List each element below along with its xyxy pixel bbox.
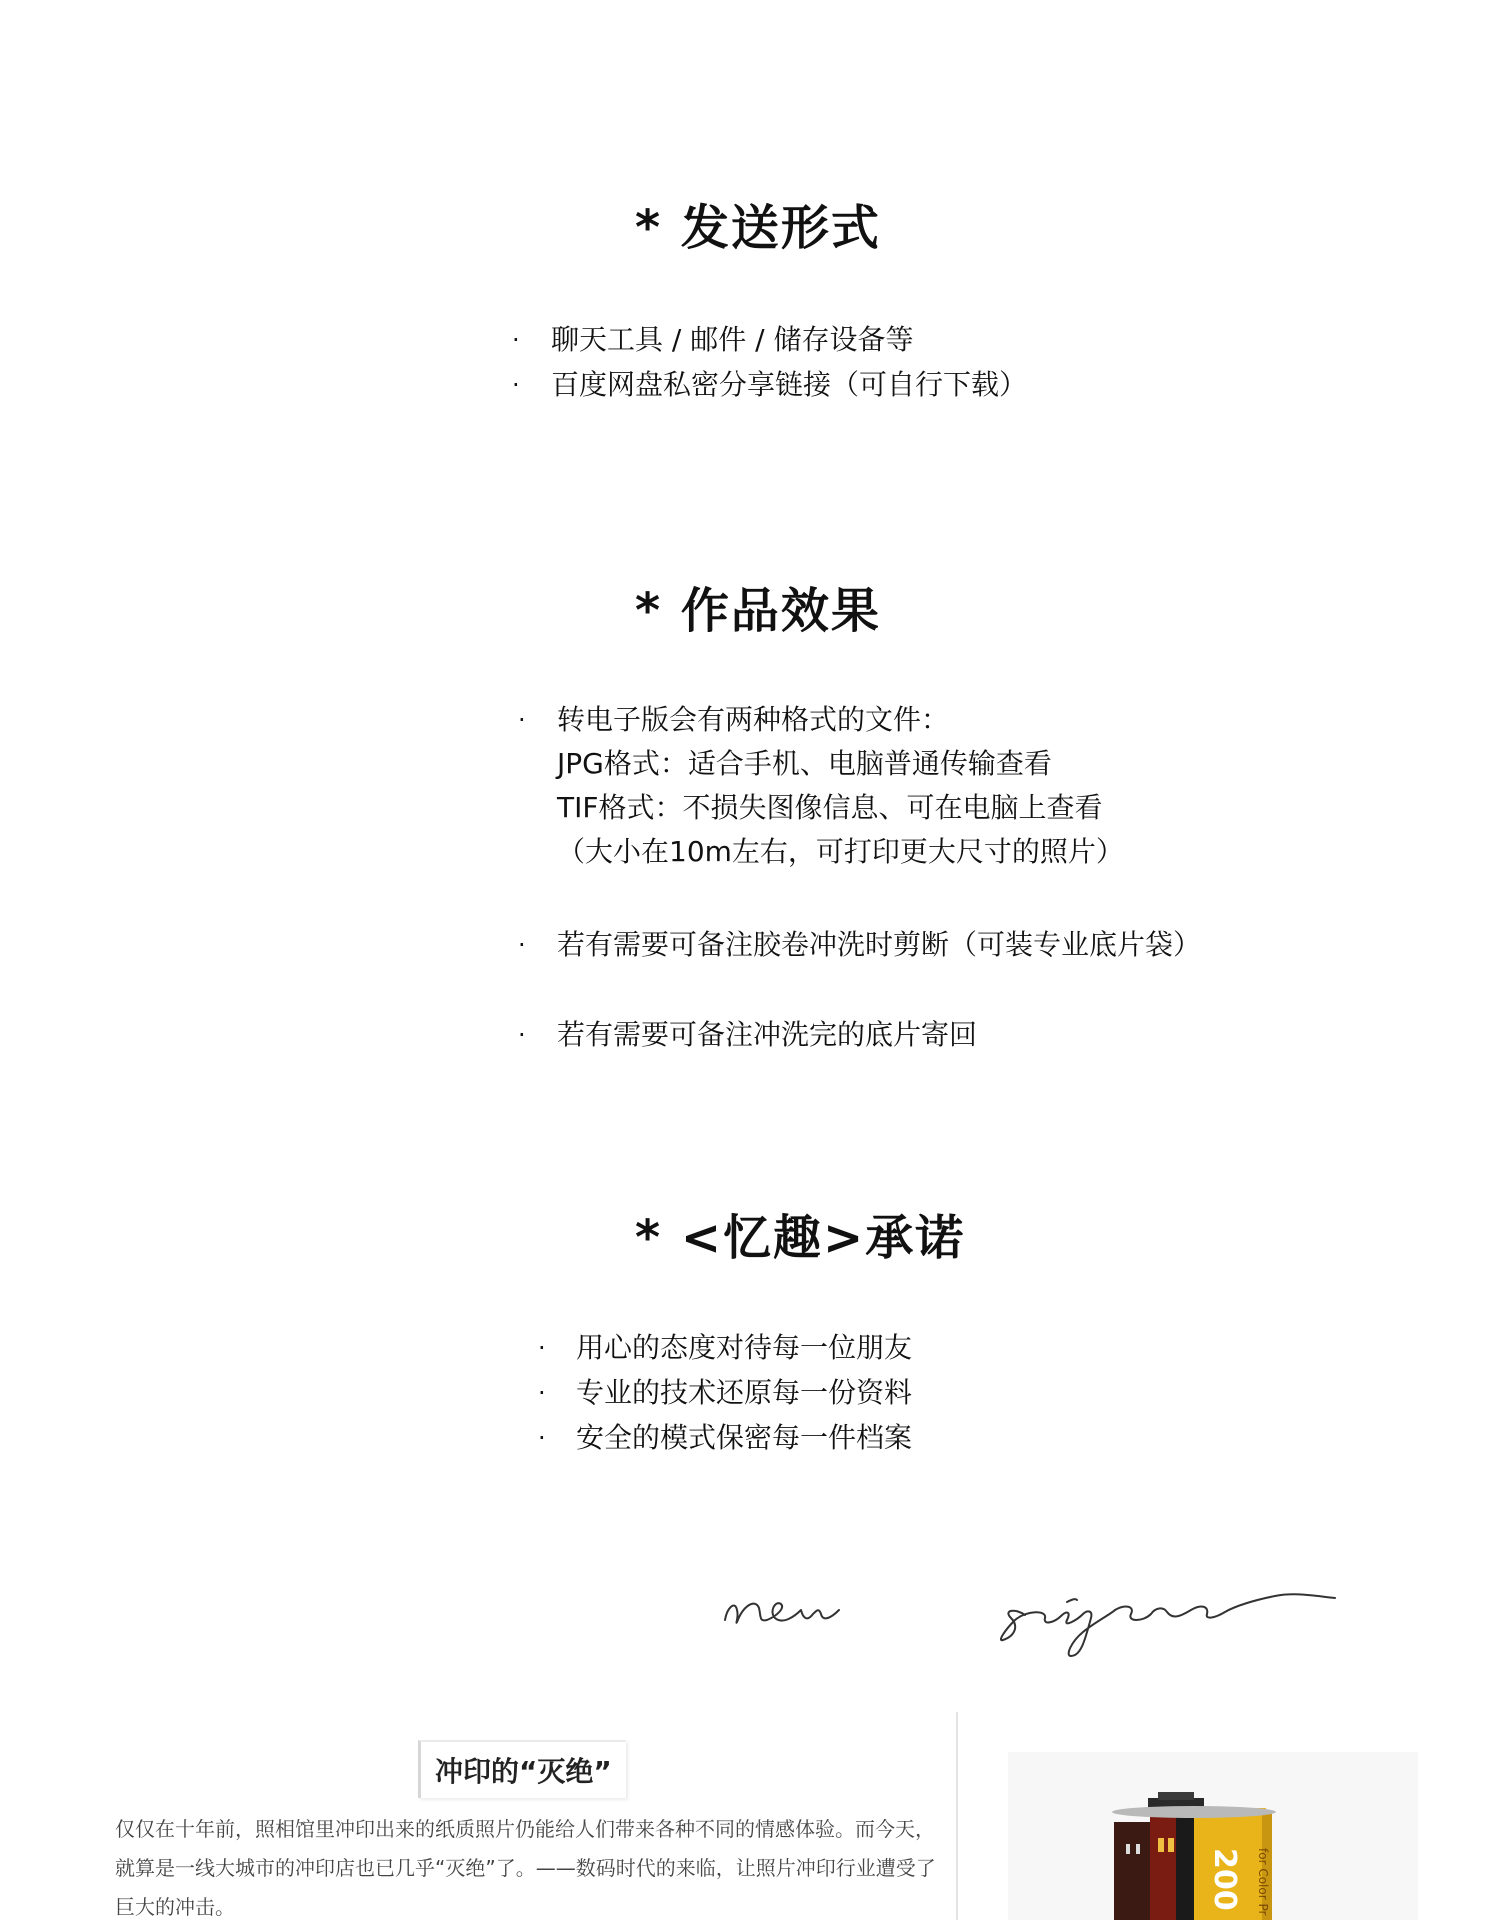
format-tif: TIF格式：不损失图像信息、可在电脑上查看 [557, 791, 1103, 824]
effect-item-return: 若有需要可备注冲洗完的底片寄回 [557, 1018, 978, 1051]
film-roll-image [1008, 1752, 1418, 1920]
film-roll-side-text: for Color Pr [1256, 1848, 1270, 1916]
format-intro: 转电子版会有两种格式的文件： [557, 703, 950, 736]
signature-new-season [715, 1570, 1395, 1660]
promise-item-1: 用心的态度对待每一位朋友 [576, 1331, 913, 1364]
section-heading-send: * 发送形式 [635, 200, 881, 256]
effect-item-cut: 若有需要可备注胶卷冲洗时剪断（可装专业底片袋） [557, 928, 1202, 961]
bullet: · [518, 1021, 526, 1049]
effect-item-formats [557, 698, 1124, 874]
promise-item-2: 专业的技术还原每一份资料 [576, 1376, 913, 1409]
film-roll-number: 200 [1207, 1848, 1242, 1911]
bullet: · [518, 706, 526, 734]
section-heading-effect: * 作品效果 [635, 583, 881, 639]
divider-vertical [956, 1712, 958, 1920]
article-body: 仅仅在十年前，照相馆里冲印出来的纸质照片仍能给人们带来各种不同的情感体验。而今天，就算是一线大城市的冲印店也已几乎“灭绝”了。——数码时代的来临，让照片冲印行业遭受了巨大的冲击。 [115, 1817, 936, 1919]
article-title: 冲印的“灭绝” [418, 1740, 626, 1798]
promise-item-3: 安全的模式保密每一件档案 [576, 1421, 913, 1454]
section-heading-promise: * <忆趣>承诺 [635, 1210, 966, 1266]
format-size-note: （大小在10m左右，可打印更大尺寸的照片） [557, 835, 1124, 868]
bullet: · [518, 931, 526, 959]
bullet: · [538, 1379, 546, 1407]
format-jpg: JPG格式：适合手机、电脑普通传输查看 [557, 747, 1052, 780]
send-item-1: 聊天工具 / 邮件 / 储存设备等 [551, 323, 914, 356]
bullet: · [512, 326, 520, 354]
bullet: · [538, 1334, 546, 1362]
send-item-2: 百度网盘私密分享链接（可自行下载） [551, 368, 1028, 401]
bullet: · [512, 371, 520, 399]
bullet: · [538, 1424, 546, 1452]
